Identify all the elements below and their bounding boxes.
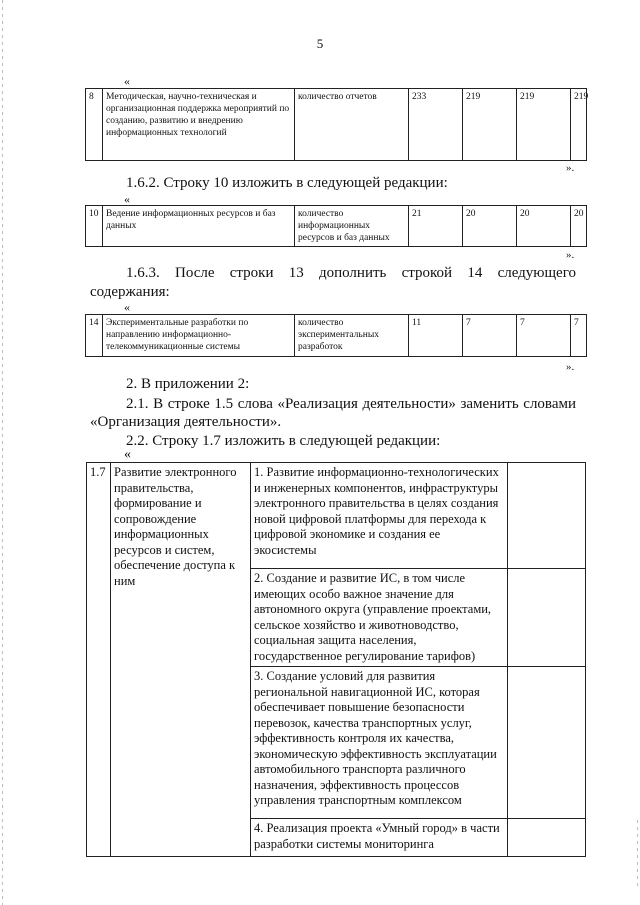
close-quote-1: ».: [566, 162, 575, 174]
row8-name: Методическая, научно-техническая и организационная поддержка мероприятий по созданию, развитию и внедрению информационных технологий: [103, 89, 295, 161]
row17-item-2-extra: [508, 569, 586, 667]
para-1-6-3-line1: 1.6.3. После строки 13 дополнить строкой 14 следующего: [126, 265, 576, 281]
row8-value-4: 219: [571, 89, 587, 161]
row14-name: Экспериментальные разработки по направлению информационно-телекоммуникационные системы: [103, 315, 295, 357]
row8-value-2: 219: [463, 89, 517, 161]
scan-margin-line-right: [637, 820, 638, 890]
row17-item-4-extra: [508, 819, 586, 857]
page-number: 5: [316, 36, 324, 51]
row17-num: 1.7: [87, 463, 111, 857]
close-quote-2: ».: [566, 249, 575, 261]
row10-value-1: 21: [409, 206, 463, 247]
row10-indicator: количество информационных ресурсов и баз данных: [295, 206, 409, 247]
row10-num: 10: [86, 206, 103, 247]
row17-item-2: 2. Создание и развитие ИС, в том числе имеющих особо важное значение для автономного округа (управление проектами, сельское хозяйство и животноводство, социальная защита населения, государственное регулирование тарифов): [251, 569, 508, 667]
row10-value-2: 20: [463, 206, 517, 247]
row14-num: 14: [86, 315, 103, 357]
row8-num: 8: [86, 89, 103, 161]
para-2-1-line1: 2.1. В строке 1.5 слова «Реализация деятельности» заменить словами: [126, 396, 576, 412]
row14-value-4: 7: [571, 315, 587, 357]
row10-value-3: 20: [517, 206, 571, 247]
row17-item-3-extra: [508, 667, 586, 819]
open-quote-4: «: [124, 447, 131, 462]
row17-name: Развитие электронного правительства, формирование и сопровождение информационных ресурсов и систем, обеспечение доступа к ним: [111, 463, 251, 857]
row8-indicator: количество отчетов: [295, 89, 409, 161]
row17-item-4: 4. Реализация проекта «Умный город» в части разработки системы мониторинга: [251, 819, 508, 857]
row14-value-2: 7: [463, 315, 517, 357]
para-2-1-line2: «Организация деятельности».: [90, 414, 282, 430]
open-quote-3: «: [124, 300, 130, 314]
row10-name: Ведение информационных ресурсов и баз данных: [103, 206, 295, 247]
row14-value-3: 7: [517, 315, 571, 357]
row8-value-3: 219: [517, 89, 571, 161]
row14-value-1: 11: [409, 315, 463, 357]
open-quote-1: «: [124, 74, 130, 88]
para-2: 2. В приложении 2:: [126, 376, 250, 392]
row17-item-1: 1. Развитие информационно-технологических и инженерных компонентов, инфраструктуры электронного правительства в целях создания новой цифровой платформы для перехода к цифровой экономике и создания ее экосистемы: [251, 463, 508, 569]
close-quote-3: ».: [566, 361, 575, 373]
open-quote-2: «: [124, 192, 130, 206]
row14-indicator: количество экспериментальных разработок: [295, 315, 409, 357]
para-2-2: 2.2. Строку 1.7 изложить в следующей редакции:: [126, 433, 441, 449]
table-row-10: [85, 205, 587, 247]
para-1-6-3-line2: содержания:: [90, 284, 170, 300]
row8-value-1: 233: [409, 89, 463, 161]
scan-margin-line: [2, 0, 3, 905]
table-row-1-7: [86, 462, 586, 857]
row17-item-1-extra: [508, 463, 586, 569]
para-1-6-2: 1.6.2. Строку 10 изложить в следующей редакции:: [126, 175, 448, 191]
table-row-8: [85, 88, 587, 161]
row10-value-4: 20: [571, 206, 587, 247]
row17-item-3: 3. Создание условий для развития региональной навигационной ИС, которая обеспечивает повышение безопасности перевозок, качества транспортных услуг, эффективность контроля их качества, экономическую эффективность эксплуатации автомобильного транспорта различного назначения, эффективность процессов управления транспортным комплексом: [251, 667, 508, 819]
table-row-14: [85, 314, 587, 357]
